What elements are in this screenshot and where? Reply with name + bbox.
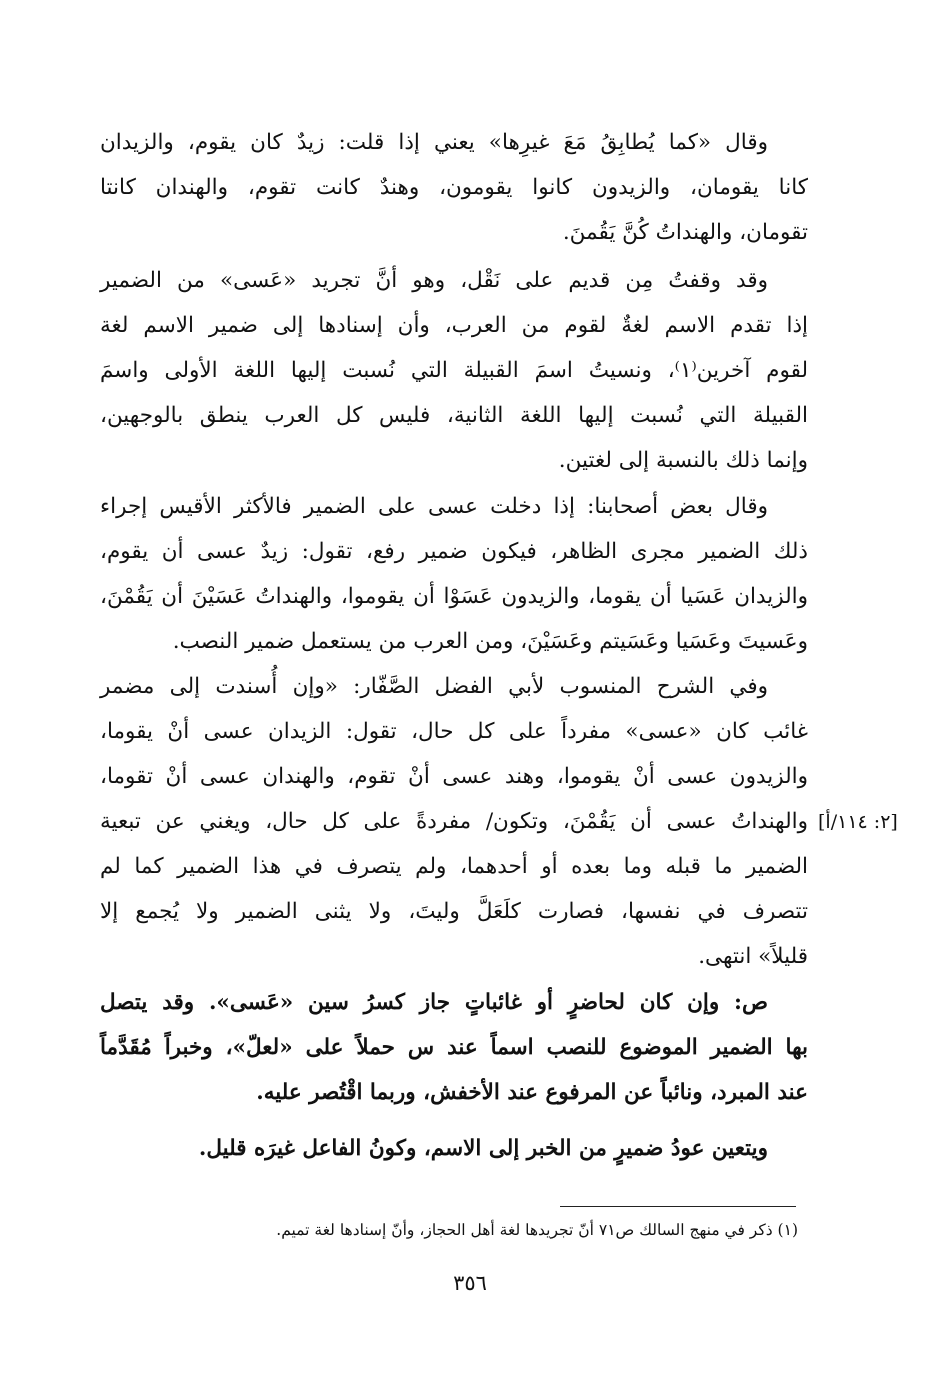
text-line: ذلك الضمير مجرى الظاهر، فيكون ضمير رفع، تقول: زيدٌ عسى أن يقوم، <box>100 539 808 564</box>
text-line: وقال «كما يُطابِقُ مَعَ غيرِها» يعني إذا قلت: زيدٌ كان يقوم، والزيدان <box>100 130 768 155</box>
text-line: تتصرف في نفسها، فصارت كلَعَلَّ وليتَ، ولا يثنى الضمير ولا يُجمع إلا <box>100 899 808 924</box>
text-line: إذا تقدم الاسم لغةٌ لقوم من العرب، وأن إسنادها إلى ضمير الاسم لغة <box>100 313 808 338</box>
text-line: وإنما ذلك بالنسبة إلى لغتين. <box>558 448 808 473</box>
marginal-manuscript-reference: [٢: ١١٤/أ] <box>818 811 898 833</box>
text-line: القبيلة التي نُسبت إليها اللغة الثانية، فليس كل العرب ينطق بالوجهين، <box>100 403 808 428</box>
text-line: ص: وإن كان لحاضرٍ أو غائباتٍ جاز كسرُ سين «عَسى». وقد يتصل <box>100 990 768 1015</box>
text-line: والهنداتُ عسى أن يَقُمْنَ، وتكون/ مفردةً على كل حال، ويغني عن تبعية <box>100 809 808 834</box>
text-line: وعَسيتَ وعَسَيا وعَسَيتم وعَسَيْنَ، ومن العرب من يستعمل ضمير النصب. <box>172 629 808 654</box>
text-line: والزيدون عسى أنْ يقوموا، وهند عسى أنْ تقوم، والهندان عسى أنْ تقوما، <box>100 764 809 789</box>
paragraph-3 <box>100 484 808 664</box>
text-line: عند المبرد، ونائباً عن المرفوع عند الأخفش، وربما اقْتُصر عليه. <box>256 1080 808 1105</box>
text-line: وقد وقفتُ مِن قديم على نَقْل، وهو أنَّ تجريد «عَسى» من الضمير <box>100 268 768 293</box>
footnote-separator <box>560 1206 796 1207</box>
text-line: والزيدان عَسَيا أن يقوما، والزيدون عَسَوْا أن يقوموا، والهنداتُ عَسَيْنَ أن يَقُمْنَ، <box>100 584 808 609</box>
page-number: ٣٥٦ <box>453 1271 487 1295</box>
text-line: الضمير ما قبله وما بعده أو أحدهما، ولم يتصرف في هذا الضمير كما لم <box>100 854 808 879</box>
text-line: تقومان، والهنداتُ كُنَّ يَقُمنَ. <box>562 220 808 245</box>
text-line: ويتعين عودُ ضميرٍ من الخبر إلى الاسم، وكونُ الفاعل غيرَه قليل. <box>198 1136 768 1161</box>
text-line: كانا يقومان، والزيدون كانوا يقومون، وهندٌ كانت تقوم، والهندان كانتا <box>100 175 808 200</box>
paragraph-5-text-statement <box>100 980 808 1115</box>
paragraph-6-text-statement <box>100 1126 808 1171</box>
footnote: (١) ذكر في منهج السالك ص٧١ أنّ تجريدها لغة أهل الحجاز، وأنّ إسنادها لغة تميم. <box>276 1221 798 1239</box>
text-line: وفي الشرح المنسوب لأبي الفضل الصَّفّار: «وإن أُسندت إلى مضمر <box>100 674 768 699</box>
text-line: وقال بعض أصحابنا: إذا دخلت عسى على الضمير فالأكثر الأقيس إجراء <box>100 494 768 519</box>
text-line: لقوم آخرين⁽١⁾، ونسيتُ اسمَ القبيلة التي نُسبت إليها اللغة الأولى واسمَ <box>100 358 809 383</box>
text-line: قليلاً» انتهى. <box>698 944 808 969</box>
text-line: غائب كان «عسى» مفرداً على كل حال، تقول: الزيدان عسى أنْ يقوما، <box>100 719 808 744</box>
text-line: بها الضمير الموضوع للنصب اسماً عند س حملاً على «لعلّ»، وخبراً مُقَدَّماً <box>100 1035 808 1060</box>
paragraph-4 <box>100 664 808 979</box>
paragraph-2 <box>100 258 808 483</box>
paragraph-1 <box>100 120 808 255</box>
